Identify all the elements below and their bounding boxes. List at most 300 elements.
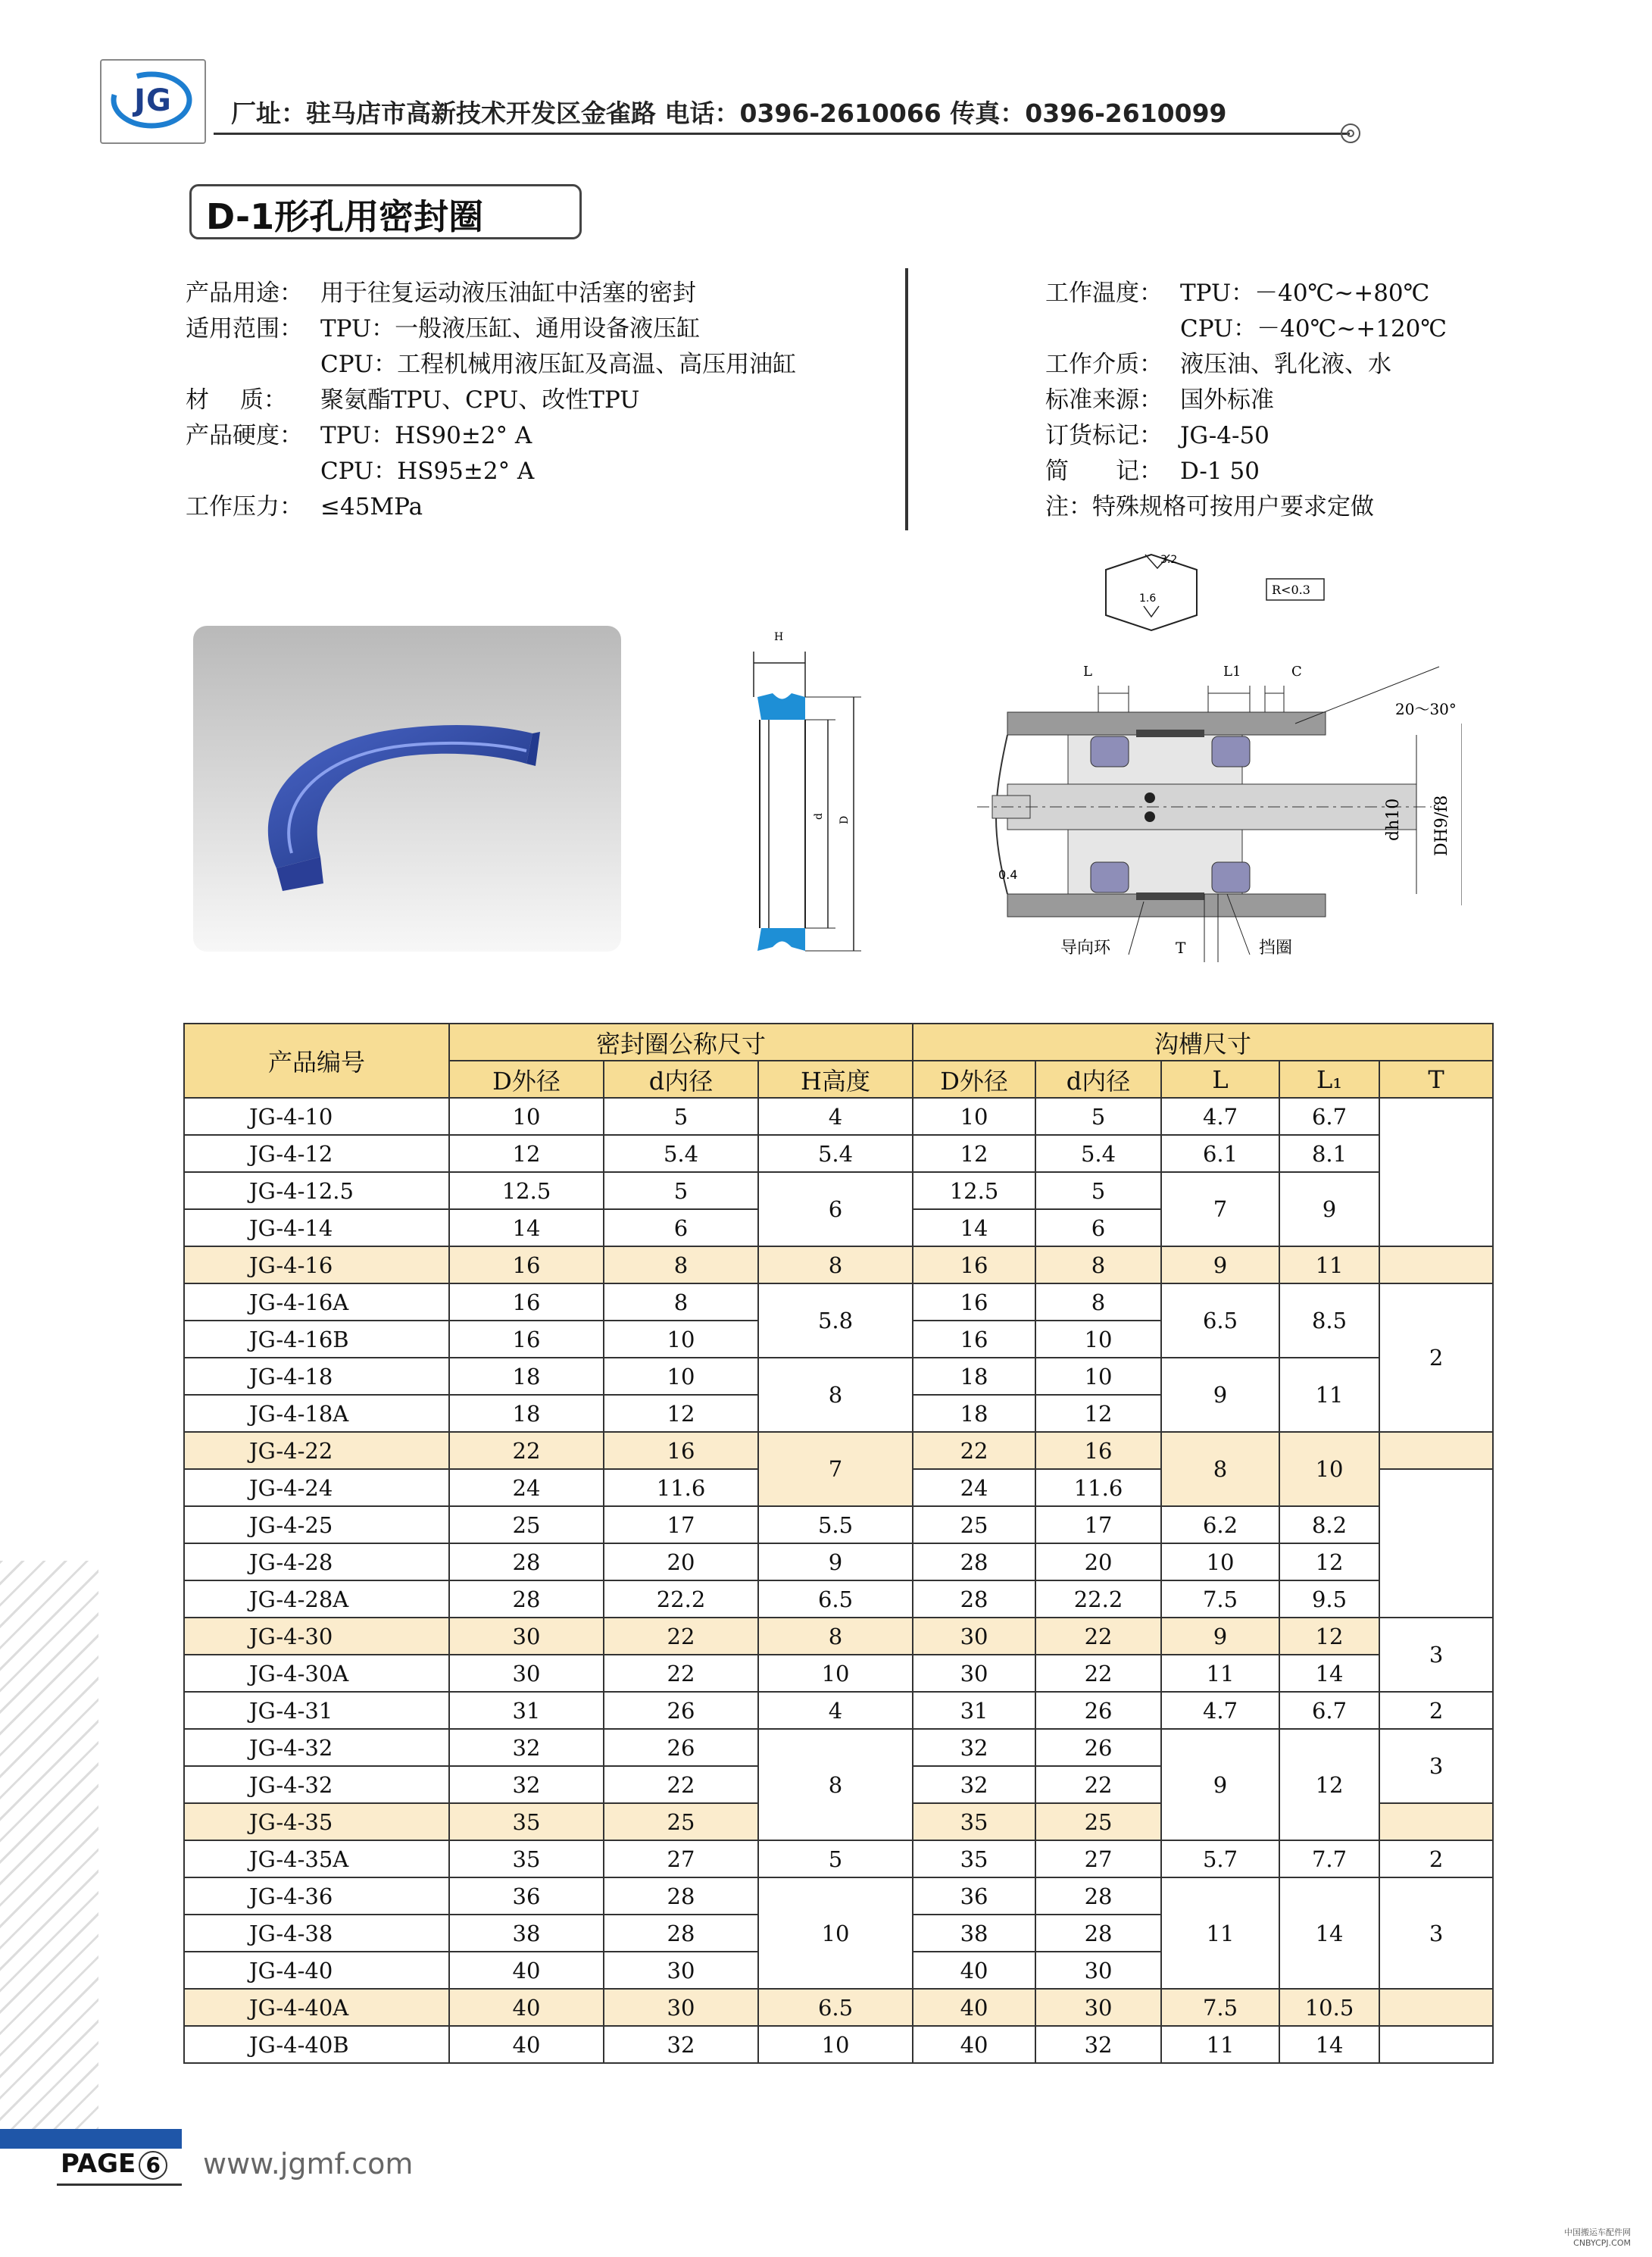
groove-length-cell: 8 <box>1161 1432 1279 1506</box>
spec-label: 工作压力： <box>186 493 303 520</box>
dim-label-D: D <box>838 815 851 824</box>
groove-inner-diameter-cell: 5.4 <box>1035 1135 1161 1172</box>
spec-label: 订货标记： <box>1045 422 1163 449</box>
seal-inner-diameter-cell: 10 <box>604 1358 758 1395</box>
table-row <box>184 1432 1493 1469</box>
groove-outer-diameter-cell: 35 <box>913 1803 1035 1840</box>
spec-value: 聚氨酯TPU、CPU、改性TPU <box>320 386 640 414</box>
col-group-seal-size: 密封圈公称尺寸 <box>449 1024 913 1061</box>
spec-label: 产品硬度： <box>186 422 303 449</box>
table-row <box>184 1877 1493 1915</box>
groove-length-cell: 7.5 <box>1161 1580 1279 1618</box>
groove-inner-diameter-cell: 22 <box>1035 1655 1161 1692</box>
product-code-cell: JG-4-16 <box>184 1246 449 1283</box>
seal-outer-diameter-cell: 18 <box>449 1395 604 1432</box>
roughness-label: 3.2 <box>1160 554 1178 566</box>
groove-length-cell: 11 <box>1161 1655 1279 1692</box>
spec-row <box>1045 383 1447 418</box>
groove-inner-diameter-cell: 8 <box>1035 1283 1161 1321</box>
groove-inner-diameter-cell: 17 <box>1035 1506 1161 1543</box>
product-code-cell: JG-4-30 <box>184 1618 449 1655</box>
table-row <box>184 1135 1493 1172</box>
seal-height-cell: 6 <box>758 1172 913 1246</box>
groove-inner-diameter-cell: 5 <box>1035 1172 1161 1209</box>
seal-outer-diameter-cell: 22 <box>449 1432 604 1469</box>
groove-inner-diameter-cell: 30 <box>1035 1989 1161 2026</box>
seal-outer-diameter-cell: 12 <box>449 1135 604 1172</box>
seal-inner-diameter-cell: 22 <box>604 1766 758 1803</box>
seal-outer-diameter-cell: 32 <box>449 1766 604 1803</box>
seal-height-cell: 4 <box>758 1098 913 1135</box>
table-row <box>184 1655 1493 1692</box>
footer-accent-bar <box>0 2129 182 2149</box>
seal-inner-diameter-cell: 27 <box>604 1840 758 1877</box>
groove-length-l1-cell: 10.5 <box>1279 1989 1379 2026</box>
product-code-cell: JG-4-32 <box>184 1766 449 1803</box>
spec-value: 国外标准 <box>1180 386 1274 414</box>
groove-inner-diameter-cell: 32 <box>1035 2026 1161 2063</box>
groove-t-cell: 2 <box>1379 1840 1493 1877</box>
groove-outer-diameter-cell: 40 <box>913 2026 1035 2063</box>
spec-list-left <box>186 276 796 525</box>
table-row <box>184 1098 1493 1135</box>
seal-height-cell: 8 <box>758 1246 913 1283</box>
page-number: 6 <box>139 2151 167 2180</box>
groove-t-cell <box>1379 1469 1493 1618</box>
spec-value: JG-4-50 <box>1180 422 1269 449</box>
groove-length-l1-cell: 12 <box>1279 1729 1379 1840</box>
groove-outer-diameter-cell: 16 <box>913 1246 1035 1283</box>
groove-outer-diameter-cell: 22 <box>913 1432 1035 1469</box>
seal-inner-diameter-cell: 32 <box>604 2026 758 2063</box>
seal-outer-diameter-cell: 32 <box>449 1729 604 1766</box>
seal-outer-diameter-cell: 16 <box>449 1283 604 1321</box>
groove-length-l1-cell: 14 <box>1279 1655 1379 1692</box>
groove-length-cell: 11 <box>1161 2026 1279 2063</box>
groove-length-l1-cell: 10 <box>1279 1432 1379 1506</box>
seal-outer-diameter-cell: 40 <box>449 1989 604 2026</box>
spec-value: TPU：－40℃~+80℃ <box>1180 280 1430 307</box>
groove-t-cell <box>1379 2026 1493 2063</box>
product-code-cell: JG-4-12 <box>184 1135 449 1172</box>
groove-inner-diameter-cell: 6 <box>1035 1209 1161 1246</box>
seal-height-cell: 6.5 <box>758 1580 913 1618</box>
groove-outer-diameter-cell: 12 <box>913 1135 1035 1172</box>
groove-inner-diameter-cell: 5 <box>1035 1098 1161 1135</box>
dim-label-dh10: dh10 <box>1384 798 1403 841</box>
seal-inner-diameter-cell: 22 <box>604 1655 758 1692</box>
groove-length-l1-cell: 7.7 <box>1279 1840 1379 1877</box>
groove-inner-diameter-cell: 30 <box>1035 1952 1161 1989</box>
groove-length-cell: 4.7 <box>1161 1098 1279 1135</box>
seal-outer-diameter-cell: 25 <box>449 1506 604 1543</box>
spec-value: CPU：－40℃~+120℃ <box>1180 315 1447 342</box>
spec-row <box>186 418 796 454</box>
groove-outer-diameter-cell: 36 <box>913 1877 1035 1915</box>
guide-ring-label: 导向环 <box>1060 939 1111 958</box>
groove-inner-diameter-cell: 10 <box>1035 1358 1161 1395</box>
col-header: L₁ <box>1279 1061 1379 1098</box>
groove-length-l1-cell: 6.7 <box>1279 1692 1379 1729</box>
spec-label: 简 记： <box>1045 458 1163 485</box>
seal-outer-diameter-cell: 14 <box>449 1209 604 1246</box>
groove-inner-diameter-cell: 16 <box>1035 1432 1161 1469</box>
dim-label-L1: L1 <box>1223 664 1241 680</box>
dim-label-C: C <box>1291 664 1302 680</box>
groove-inner-diameter-cell: 27 <box>1035 1840 1161 1877</box>
groove-length-l1-cell: 14 <box>1279 2026 1379 2063</box>
groove-inner-diameter-cell: 28 <box>1035 1877 1161 1915</box>
groove-length-cell: 6.2 <box>1161 1506 1279 1543</box>
corner-watermark: 中国搬运车配件网 CNBYCPJ.COM <box>1564 2227 1631 2248</box>
spec-row <box>186 489 796 525</box>
spec-label: 产品用途： <box>186 280 303 307</box>
spec-row <box>1045 418 1447 454</box>
seal-outer-diameter-cell: 16 <box>449 1246 604 1283</box>
product-code-cell: JG-4-18A <box>184 1395 449 1432</box>
table-row <box>184 1358 1493 1395</box>
groove-outer-diameter-cell: 28 <box>913 1580 1035 1618</box>
spec-value: 特殊规格可按用户要求定做 <box>1092 493 1374 520</box>
table-row <box>184 1506 1493 1543</box>
groove-length-l1-cell: 14 <box>1279 1877 1379 1989</box>
seal-inner-diameter-cell: 28 <box>604 1877 758 1915</box>
col-header: d内径 <box>1035 1061 1161 1098</box>
groove-t-cell: 3 <box>1379 1618 1493 1692</box>
spec-value: 用于往复运动液压油缸中活塞的密封 <box>320 280 696 307</box>
col-header: d内径 <box>604 1061 758 1098</box>
product-code-cell: JG-4-10 <box>184 1098 449 1135</box>
seal-height-cell: 8 <box>758 1358 913 1432</box>
groove-outer-diameter-cell: 16 <box>913 1283 1035 1321</box>
spec-value: TPU：一般液压缸、通用设备液压缸 <box>320 315 701 342</box>
roughness-label: 1.6 <box>1139 592 1157 605</box>
groove-length-cell: 7.5 <box>1161 1989 1279 2026</box>
table-row <box>184 1580 1493 1618</box>
product-code-cell: JG-4-36 <box>184 1877 449 1915</box>
spec-row <box>1045 276 1447 311</box>
seal-height-cell: 8 <box>758 1729 913 1840</box>
surface-finish-diagram <box>1076 539 1326 646</box>
groove-length-cell: 5.7 <box>1161 1840 1279 1877</box>
product-code-cell: JG-4-12.5 <box>184 1172 449 1209</box>
table-body <box>184 1098 1493 2063</box>
table-row <box>184 1989 1493 2026</box>
groove-inner-diameter-cell: 28 <box>1035 1915 1161 1952</box>
groove-outer-diameter-cell: 24 <box>913 1469 1035 1506</box>
col-header: D外径 <box>449 1061 604 1098</box>
groove-outer-diameter-cell: 32 <box>913 1766 1035 1803</box>
groove-outer-diameter-cell: 35 <box>913 1840 1035 1877</box>
spec-value: D-1 50 <box>1180 458 1260 485</box>
spec-row <box>186 347 796 383</box>
groove-length-l1-cell: 12 <box>1279 1543 1379 1580</box>
product-code-cell: JG-4-28 <box>184 1543 449 1580</box>
roughness-label: 0.4 <box>998 867 1018 882</box>
groove-outer-diameter-cell: 18 <box>913 1358 1035 1395</box>
product-code-cell: JG-4-16B <box>184 1321 449 1358</box>
seal-outer-diameter-cell: 28 <box>449 1580 604 1618</box>
spec-value: CPU：工程机械用液压缸及高温、高压用油缸 <box>320 351 797 378</box>
table-row <box>184 1840 1493 1877</box>
seal-height-cell: 5.8 <box>758 1283 913 1358</box>
seal-height-cell: 7 <box>758 1432 913 1506</box>
groove-t-cell <box>1379 1098 1493 1246</box>
spec-row <box>186 276 796 311</box>
groove-t-cell: 2 <box>1379 1692 1493 1729</box>
groove-inner-diameter-cell: 22.2 <box>1035 1580 1161 1618</box>
seal-outer-diameter-cell: 40 <box>449 2026 604 2063</box>
seal-inner-diameter-cell: 20 <box>604 1543 758 1580</box>
seal-inner-diameter-cell: 12 <box>604 1395 758 1432</box>
spec-row <box>186 383 796 418</box>
groove-length-cell: 4.7 <box>1161 1692 1279 1729</box>
seal-inner-diameter-cell: 28 <box>604 1915 758 1952</box>
seal-height-cell: 5 <box>758 1840 913 1877</box>
table-row <box>184 1283 1493 1321</box>
groove-inner-diameter-cell: 20 <box>1035 1543 1161 1580</box>
table-row <box>184 1618 1493 1655</box>
groove-t-cell <box>1379 1246 1493 1283</box>
col-header: L <box>1161 1061 1279 1098</box>
groove-length-cell: 6.1 <box>1161 1135 1279 1172</box>
groove-outer-diameter-cell: 16 <box>913 1321 1035 1358</box>
table-row <box>184 1172 1493 1209</box>
seal-size-table <box>183 1023 1494 2064</box>
seal-inner-diameter-cell: 11.6 <box>604 1469 758 1506</box>
product-code-cell: JG-4-30A <box>184 1655 449 1692</box>
groove-length-l1-cell: 11 <box>1279 1246 1379 1283</box>
groove-outer-diameter-cell: 32 <box>913 1729 1035 1766</box>
product-code-cell: JG-4-35 <box>184 1803 449 1840</box>
seal-height-cell: 10 <box>758 2026 913 2063</box>
groove-length-l1-cell: 11 <box>1279 1358 1379 1432</box>
dim-label-H: H <box>774 631 784 643</box>
product-code-cell: JG-4-38 <box>184 1915 449 1952</box>
page-number-label <box>61 2149 167 2180</box>
seal-height-cell: 4 <box>758 1692 913 1729</box>
radius-label: R<0.3 <box>1272 583 1310 597</box>
seal-outer-diameter-cell: 36 <box>449 1877 604 1915</box>
seal-inner-diameter-cell: 30 <box>604 1989 758 2026</box>
groove-inner-diameter-cell: 11.6 <box>1035 1469 1161 1506</box>
seal-inner-diameter-cell: 30 <box>604 1952 758 1989</box>
company-logo <box>100 59 206 144</box>
groove-outer-diameter-cell: 40 <box>913 1989 1035 2026</box>
groove-length-cell: 9 <box>1161 1246 1279 1283</box>
groove-outer-diameter-cell: 25 <box>913 1506 1035 1543</box>
groove-length-l1-cell: 12 <box>1279 1618 1379 1655</box>
groove-inner-diameter-cell: 22 <box>1035 1766 1161 1803</box>
seal-inner-diameter-cell: 5 <box>604 1172 758 1209</box>
groove-t-cell: 3 <box>1379 1877 1493 1989</box>
groove-outer-diameter-cell: 14 <box>913 1209 1035 1246</box>
retaining-ring-label: 挡圈 <box>1259 939 1293 958</box>
seal-height-cell: 10 <box>758 1655 913 1692</box>
spec-row <box>1045 489 1447 525</box>
groove-outer-diameter-cell: 40 <box>913 1952 1035 1989</box>
table-row <box>184 1246 1493 1283</box>
groove-inner-diameter-cell: 10 <box>1035 1321 1161 1358</box>
spec-row <box>1045 454 1447 489</box>
seal-outer-diameter-cell: 30 <box>449 1655 604 1692</box>
groove-outer-diameter-cell: 10 <box>913 1098 1035 1135</box>
product-code-cell: JG-4-28A <box>184 1580 449 1618</box>
seal-outer-diameter-cell: 12.5 <box>449 1172 604 1209</box>
dim-label-DH9f8: DH9/f8 <box>1432 795 1451 856</box>
table-row <box>184 1692 1493 1729</box>
website-link[interactable]: www.jgmf.com <box>203 2147 414 2180</box>
groove-outer-diameter-cell: 38 <box>913 1915 1035 1952</box>
product-code-cell: JG-4-35A <box>184 1840 449 1877</box>
groove-length-cell: 9 <box>1161 1618 1279 1655</box>
groove-length-cell: 7 <box>1161 1172 1279 1246</box>
spec-divider <box>905 268 908 530</box>
groove-outer-diameter-cell: 18 <box>913 1395 1035 1432</box>
company-address-line: 厂址：驻马店市高新技术开发区金雀路 电话：0396-2610066 传真：0396-2610099 <box>231 98 1227 128</box>
product-code-cell: JG-4-14 <box>184 1209 449 1246</box>
seal-outer-diameter-cell: 35 <box>449 1803 604 1840</box>
table-row <box>184 1543 1493 1580</box>
seal-outer-diameter-cell: 16 <box>449 1321 604 1358</box>
footer-rule <box>57 2184 182 2186</box>
groove-inner-diameter-cell: 8 <box>1035 1246 1161 1283</box>
col-header: D外径 <box>913 1061 1035 1098</box>
seal-ring-illustration <box>193 626 621 952</box>
spec-label: 标准来源： <box>1045 386 1163 414</box>
target-circle-icon <box>1341 123 1360 143</box>
groove-t-cell: 3 <box>1379 1729 1493 1803</box>
installation-diagram <box>977 652 1462 970</box>
dim-label-d: d <box>813 813 825 820</box>
groove-length-l1-cell: 6.7 <box>1279 1098 1379 1135</box>
product-code-cell: JG-4-32 <box>184 1729 449 1766</box>
groove-outer-diameter-cell: 30 <box>913 1655 1035 1692</box>
seal-inner-diameter-cell: 5 <box>604 1098 758 1135</box>
groove-inner-diameter-cell: 25 <box>1035 1803 1161 1840</box>
seal-inner-diameter-cell: 8 <box>604 1246 758 1283</box>
seal-inner-diameter-cell: 26 <box>604 1692 758 1729</box>
seal-cross-section-diagram <box>739 629 890 962</box>
spec-label: 工作温度： <box>1045 280 1163 307</box>
table-row <box>184 2026 1493 2063</box>
spec-label: 材 质： <box>186 386 287 414</box>
page-label-text: PAGE <box>61 2149 136 2179</box>
groove-length-cell: 11 <box>1161 1877 1279 1989</box>
page-title: D-1形孔用密封圈 <box>206 196 484 237</box>
header-rule <box>214 133 1350 135</box>
logo-text: JG <box>134 83 172 118</box>
groove-outer-diameter-cell: 30 <box>913 1618 1035 1655</box>
col-header: H高度 <box>758 1061 913 1098</box>
groove-inner-diameter-cell: 26 <box>1035 1692 1161 1729</box>
spec-row <box>1045 311 1447 347</box>
seal-inner-diameter-cell: 8 <box>604 1283 758 1321</box>
seal-height-cell: 5.5 <box>758 1506 913 1543</box>
spec-value: ≤45MPa <box>320 493 423 520</box>
groove-length-l1-cell: 8.1 <box>1279 1135 1379 1172</box>
groove-inner-diameter-cell: 26 <box>1035 1729 1161 1766</box>
groove-t-cell: 2 <box>1379 1283 1493 1432</box>
groove-outer-diameter-cell: 28 <box>913 1543 1035 1580</box>
seal-inner-diameter-cell: 25 <box>604 1803 758 1840</box>
seal-inner-diameter-cell: 6 <box>604 1209 758 1246</box>
product-code-cell: JG-4-40A <box>184 1989 449 2026</box>
product-photo <box>193 626 621 952</box>
groove-length-l1-cell: 9 <box>1279 1172 1379 1246</box>
spec-value: TPU：HS90±2° A <box>320 422 532 449</box>
seal-outer-diameter-cell: 40 <box>449 1952 604 1989</box>
seal-outer-diameter-cell: 10 <box>449 1098 604 1135</box>
product-code-cell: JG-4-22 <box>184 1432 449 1469</box>
groove-length-cell: 9 <box>1161 1358 1279 1432</box>
seal-outer-diameter-cell: 24 <box>449 1469 604 1506</box>
product-code-cell: JG-4-25 <box>184 1506 449 1543</box>
product-code-cell: JG-4-16A <box>184 1283 449 1321</box>
groove-t-cell <box>1379 1432 1493 1469</box>
seal-height-cell: 6.5 <box>758 1989 913 2026</box>
col-header: T <box>1379 1061 1493 1098</box>
seal-height-cell: 8 <box>758 1618 913 1655</box>
seal-outer-diameter-cell: 35 <box>449 1840 604 1877</box>
col-header-product-code: 产品编号 <box>184 1024 449 1098</box>
groove-length-cell: 6.5 <box>1161 1283 1279 1358</box>
seal-inner-diameter-cell: 10 <box>604 1321 758 1358</box>
groove-outer-diameter-cell: 31 <box>913 1692 1035 1729</box>
spec-list-right <box>1045 276 1447 525</box>
spec-label: 适用范围： <box>186 315 303 342</box>
seal-outer-diameter-cell: 38 <box>449 1915 604 1952</box>
angle-label: 20～30° <box>1395 700 1457 718</box>
product-code-cell: JG-4-40B <box>184 2026 449 2063</box>
seal-outer-diameter-cell: 18 <box>449 1358 604 1395</box>
seal-outer-diameter-cell: 31 <box>449 1692 604 1729</box>
groove-inner-diameter-cell: 22 <box>1035 1618 1161 1655</box>
seal-inner-diameter-cell: 17 <box>604 1506 758 1543</box>
groove-t-cell <box>1379 1803 1493 1840</box>
product-code-cell: JG-4-18 <box>184 1358 449 1395</box>
spec-label: 工作介质： <box>1045 351 1163 378</box>
spec-label: 注： <box>1045 493 1092 520</box>
seal-inner-diameter-cell: 22 <box>604 1618 758 1655</box>
groove-length-cell: 10 <box>1161 1543 1279 1580</box>
seal-outer-diameter-cell: 28 <box>449 1543 604 1580</box>
table-row <box>184 1729 1493 1766</box>
groove-length-l1-cell: 9.5 <box>1279 1580 1379 1618</box>
spec-row <box>186 311 796 347</box>
groove-t-cell <box>1379 1989 1493 2026</box>
dim-label-L: L <box>1083 664 1092 680</box>
decorative-stripes <box>0 1561 98 2137</box>
groove-length-cell: 9 <box>1161 1729 1279 1840</box>
groove-length-l1-cell: 8.2 <box>1279 1506 1379 1543</box>
seal-height-cell: 9 <box>758 1543 913 1580</box>
dim-label-T: T <box>1176 939 1186 957</box>
product-code-cell: JG-4-24 <box>184 1469 449 1506</box>
spec-value: 液压油、乳化液、水 <box>1180 351 1391 378</box>
product-code-cell: JG-4-31 <box>184 1692 449 1729</box>
groove-outer-diameter-cell: 12.5 <box>913 1172 1035 1209</box>
groove-inner-diameter-cell: 12 <box>1035 1395 1161 1432</box>
product-code-cell: JG-4-40 <box>184 1952 449 1989</box>
seal-inner-diameter-cell: 16 <box>604 1432 758 1469</box>
spec-row <box>186 454 796 489</box>
seal-height-cell: 10 <box>758 1877 913 1989</box>
seal-inner-diameter-cell: 22.2 <box>604 1580 758 1618</box>
seal-outer-diameter-cell: 30 <box>449 1618 604 1655</box>
spec-row <box>1045 347 1447 383</box>
seal-height-cell: 5.4 <box>758 1135 913 1172</box>
